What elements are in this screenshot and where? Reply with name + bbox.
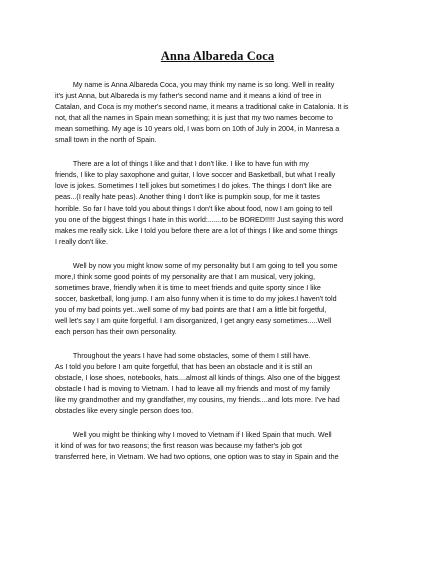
paragraph-likes-dislikes: There are a lot of things I like and that I don't like. I like to have fun with my friends, I like to play saxophone and guitar, I love soccer and Basketball, but what I really love is jokes. Sometimes I tell jokes but sometimes I do jokes. The things I don't like are peas...(I really hate peas). Another thing I don't like is pumpkin soup, for me it tastes horrible. So far I have told you about things I don't like about food, now I am going to tell you one of the biggest things I hate in this world:.......to be BORED!!!!! Just saying this word makes me really sick. Like I told you before there are a lot of things I like and some things I really don't like. bbox=[55, 160, 344, 246]
paragraph-moving-vietnam: Well you might be thinking why I moved to Vietnam if I liked Spain that much. Well it kind of was for two reasons; the first reason was because my father's job got transferred here, in Vietnam. We had two options, one option was to stay in Spain and the bbox=[55, 430, 339, 462]
paragraph-personality: Well by now you might know some of my personality but I am going to tell you some more,I think some good points of my personality are that I am musical, very joking, sometimes brave, friendly when it is time to meet friends and quite sporty since I like soccer, basketball, long jump. I am also funny when it is time to do my jokes.I haven't told you of my bad points yet...well some of my bad points are that I am a little bit forgetful, well let's say I am quite forgetful. I am disorganized, I get angry easy sometimes.....Well each person has their own personality. bbox=[55, 261, 338, 337]
document-title: Anna Albareda Coca bbox=[160, 49, 275, 63]
paragraph-obstacles: Throughout the years I have had some obstacles, some of them I still have. As I told you before I am quite forgetful, that has been an obstacle and it is still an obstacle, I lose shoes, notebooks, hats....almost all kinds of things. Also one of the biggest obstacle I had is moving to Vietnam. I had to leave all my friends and most of my family like my grandmother and my grandfather, my cousins, my friends....and lots more. I've had obstacles like every single person does too. bbox=[55, 351, 341, 416]
paragraph-name-origin: My name is Anna Albareda Coca, you may think my name is so long. Well in reality it's just Anna, but Albareda is my father's second name and it means a kind of tree in Catalan, and Coca is my mother's second name, it means a traditional cake in Catalonia. It is not, that all the names in Spain mean something; it is just that my two names become to mean something. My age is 10 years old, I was born on 10th of July in 2004, in Manresa a small town in the north of Spain. bbox=[55, 81, 349, 145]
